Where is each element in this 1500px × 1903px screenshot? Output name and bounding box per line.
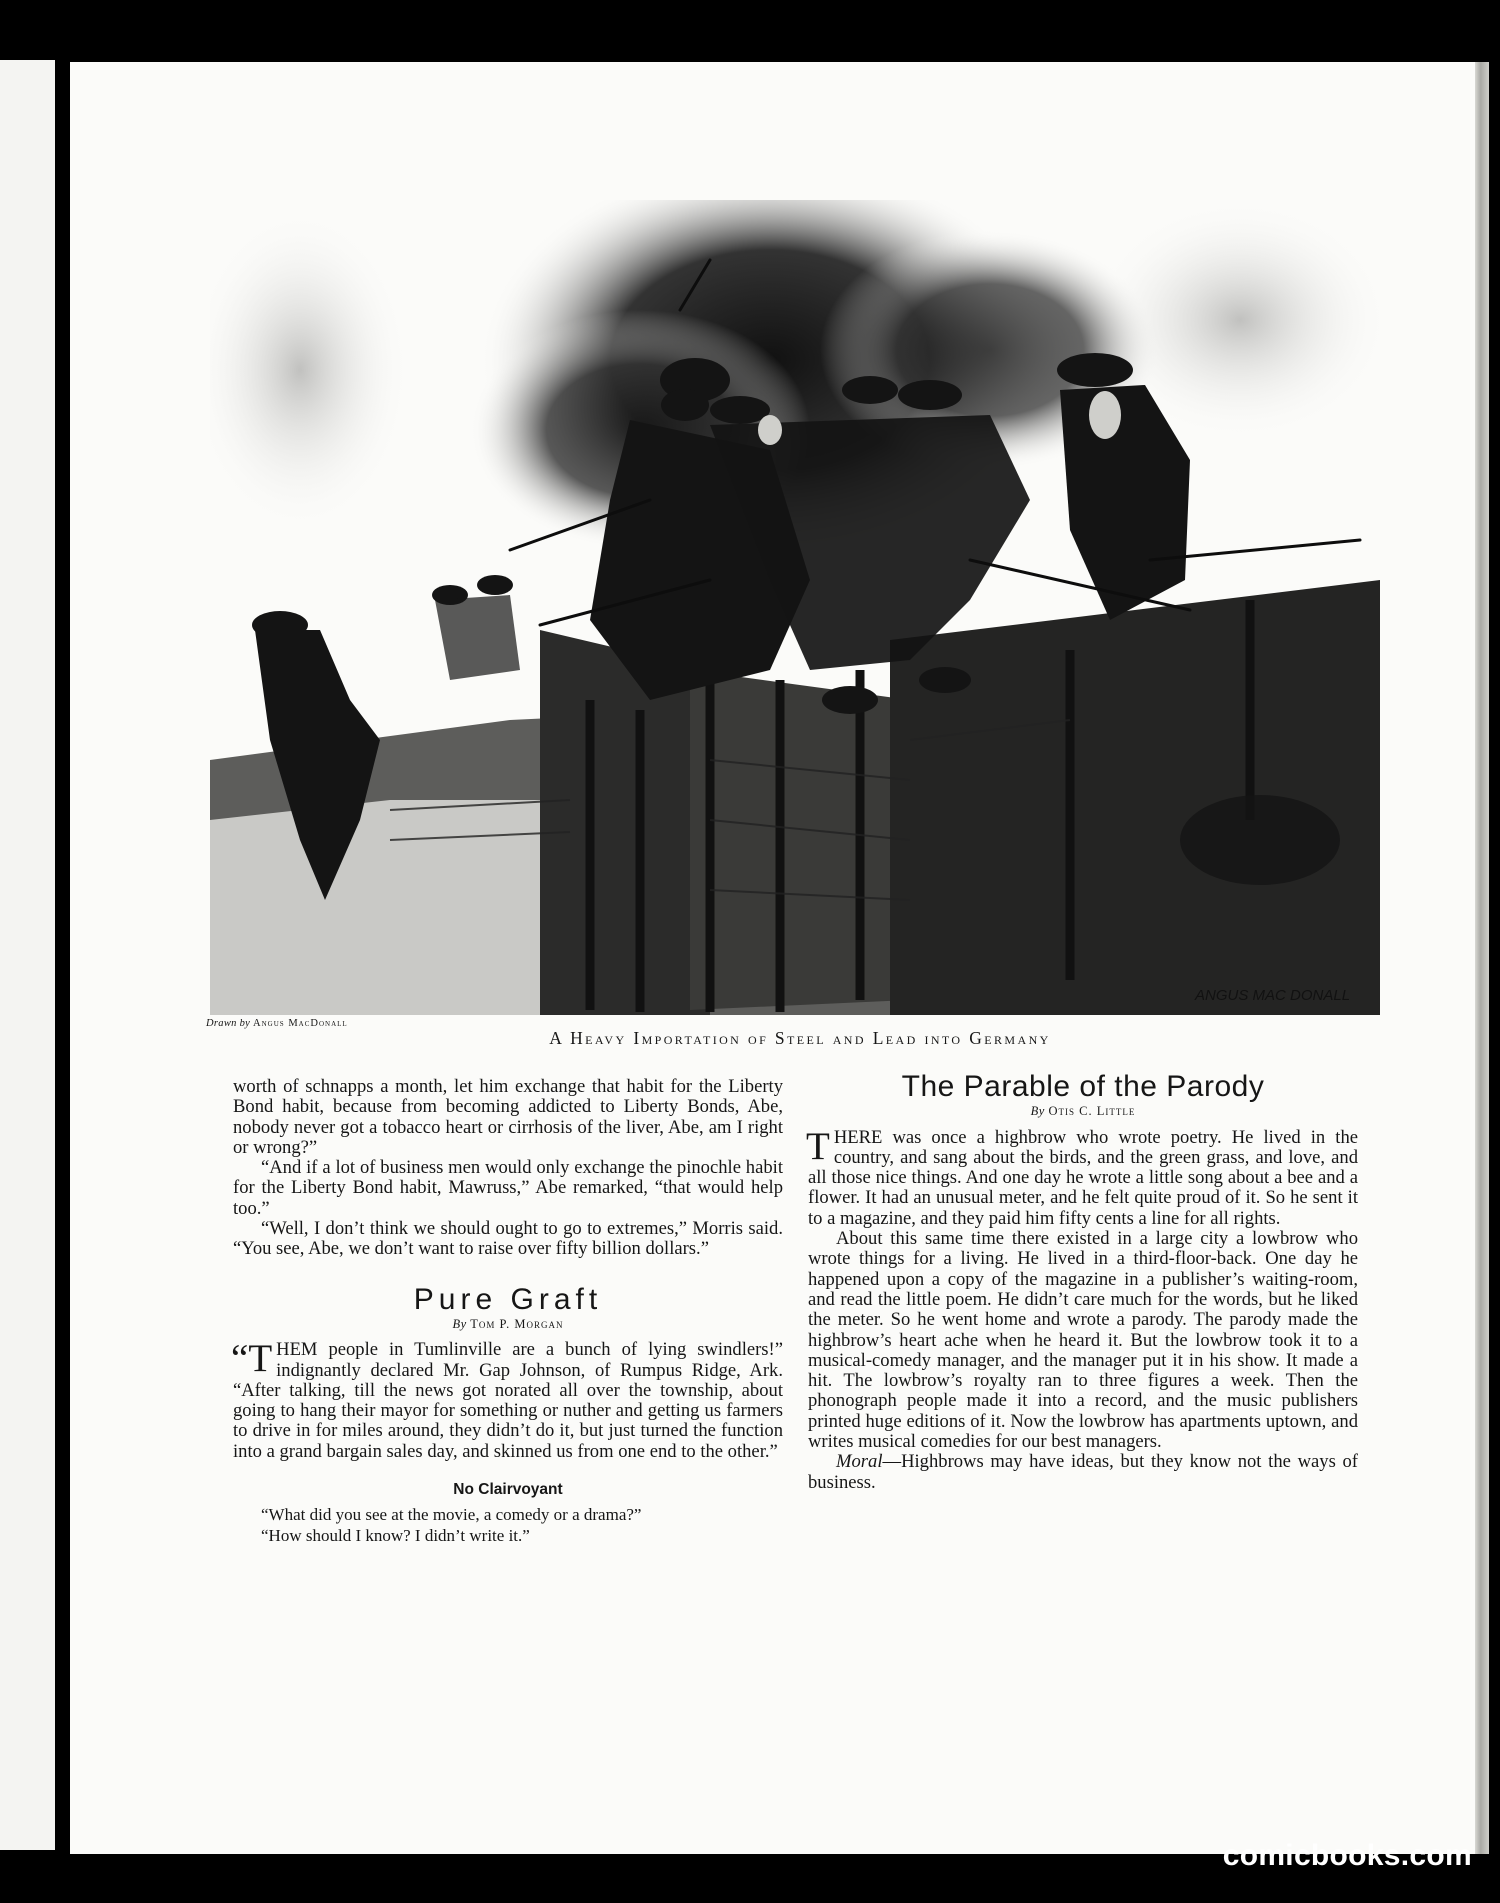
story-title-pure-graft: Pure Graft [413,1282,603,1316]
credit-artist: Angus MacDonall [253,1018,348,1029]
trench-illustration [210,200,1380,1015]
open-quote: “ [231,1337,249,1381]
joke-line: “What did you see at the movie, a comedy or a drama?” [261,1505,642,1525]
moral-text: —Highbrows may have ideas, but they know not the ways of business. [808,1451,1358,1493]
continuation-paragraph: “Well, I don’t think we should ought to go to extremes,” Morris said. “You see, Abe, we don’t want to raise over fifty billion dollars.” [233,1218,783,1260]
page-binding-edge [1475,62,1489,1854]
site-watermark: comicbooks.com [1222,1839,1472,1872]
credit-prefix: Drawn by [206,1018,251,1029]
illustration-caption: A Heavy Importation of Steel and Lead into Germany [549,1028,1051,1048]
story-text: HERE was once a highbrow who wrote poetry. He lived in the country, and sang about the birds, and the green grass, and love, and all those nice things. And one day he wrote a little song about a bee and a flower. It had an unusual meter, and he felt quite proud of it. So he sent it to a magazine, and they paid him fifty cents a line for all rights. [808,1126,1358,1229]
drop-cap-letter: T [806,1124,830,1168]
story-paragraph [806,1124,1358,1229]
joke-title: No Clairvoyant [453,1481,563,1499]
artist-signature: ANGUS MAC DONALL [1195,987,1351,1004]
story-title-parable: The Parable of the Parody [901,1070,1265,1103]
joke-dialog [233,1505,783,1546]
joke-line: “How should I know? I didn’t write it.” [261,1525,530,1545]
story-text: HEM people in Tumlinville are a bunch of lying swindlers!” indignantly declared Mr. Gap Johnson, of Rumpus Ridge, Ark. “After talking, till the news got norated all over the township, about going to hang their mayor for something or nuther and getting us farmers to drive in for miles around, they didn’t do it, but just turned the function into a grand bargain sales day, and skinned us from one end to the other.” [233,1339,783,1462]
byline-author: Tom P. Morgan [470,1316,564,1331]
byline-by: By [452,1316,467,1331]
right-column [806,1070,1358,1493]
byline-by: By [1030,1104,1045,1119]
left-column [233,1077,783,1546]
story-byline [233,1314,783,1334]
story-byline [808,1101,1358,1121]
story-paragraph: About this same time there existed in a large city a lowbrow who wrote things for a living. He lived in a third-floor-back. One day he happened upon a copy of the magazine in a publisher’s waiting-room, and read the little poem. He didn’t care much for the words, but he liked the meter. So he went home and wrote a parody. The parody made the highbrow’s heart ache when he heard it. But the lowbrow took it to a musical-comedy manager, and the manager put it in his show. It made a hit. The lowbrow’s royalty ran to three figures a week. Then the phonograph people made it into a record, and the music publishers printed huge editions of it. Now the lowbrow has apartments uptown, and writes musical comedies for our best managers. [808,1228,1358,1453]
drop-cap [231,1337,273,1381]
facing-page-edge [0,60,55,1850]
moral-paragraph [808,1452,1358,1493]
moral-label: Moral [836,1451,883,1473]
continuation-paragraph: “And if a lot of business men would only exchange the pinochle habit for the Liberty Bond habit, Mawruss,” Abe remarked, “that would help too.” [233,1157,783,1219]
story-paragraph [231,1337,783,1462]
drop-cap-letter: T [248,1337,273,1381]
continuation-paragraph: worth of schnapps a month, let him exchange that habit for the Liberty Bond habit, because from becoming addicted to Liberty Bonds, Abe, nobody never got a tobacco heart or cirrhosis of the liver, Abe, am I right or wrong?” [233,1076,783,1158]
byline-author: Otis C. Little [1048,1104,1136,1119]
